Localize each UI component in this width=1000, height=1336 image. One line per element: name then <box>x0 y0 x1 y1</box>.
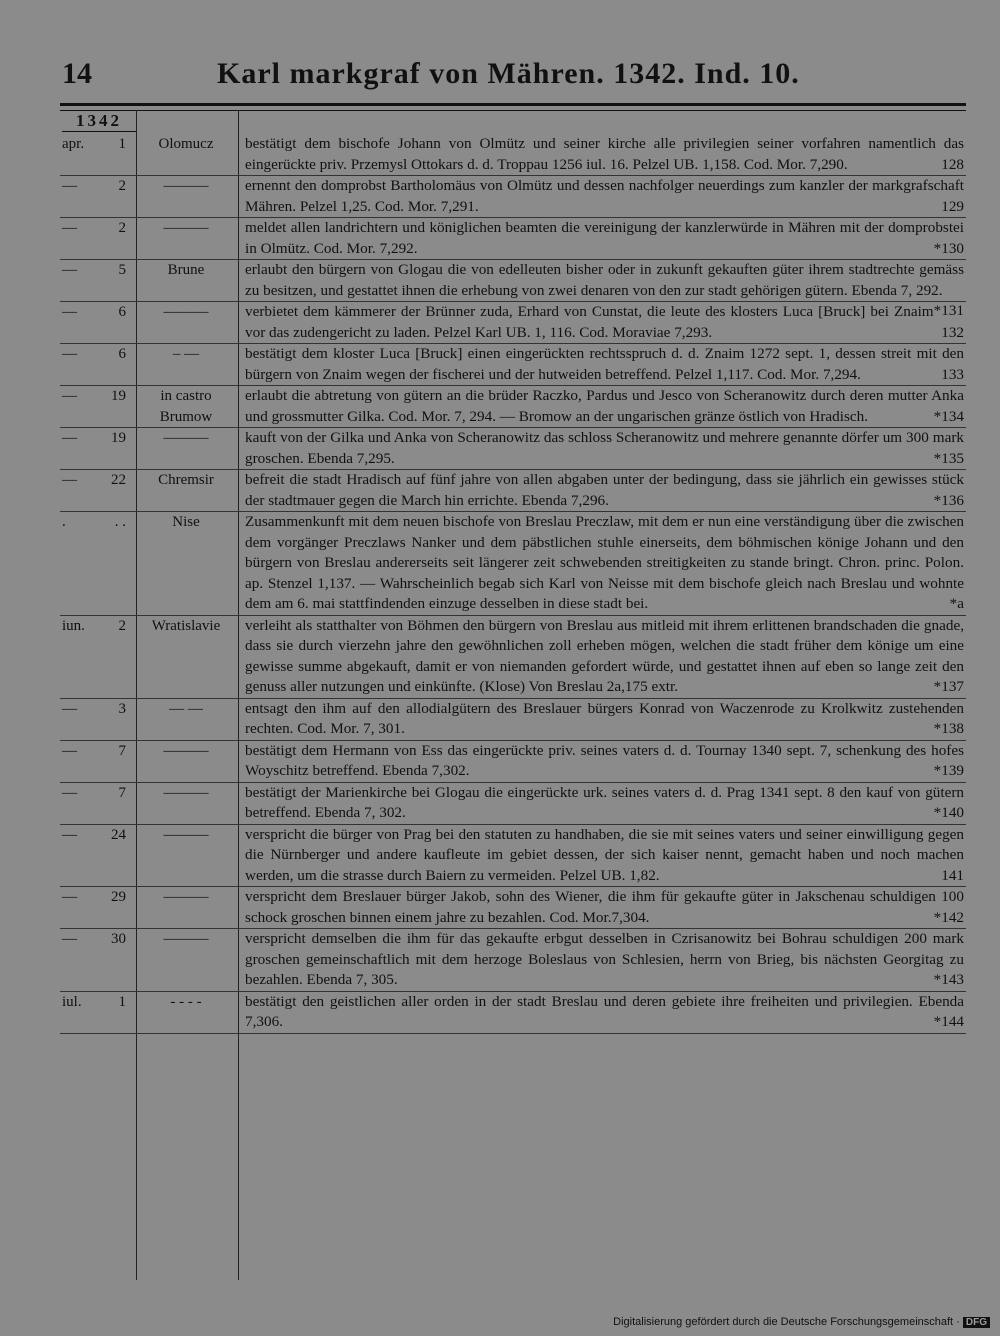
entry-month: — <box>62 304 77 320</box>
entry-date <box>60 218 126 239</box>
entry-number: 129 <box>941 197 964 215</box>
regest-entry <box>60 386 966 428</box>
entry-place: Olomucz <box>158 136 214 152</box>
entry-body: befreit die stadt Hradisch auf fünf jahre von allen abgaben unter der bedingung, dass sie jährlich ein gewisses stück der stadtmauer gegen die March hin errichte. Ebenda 7,296. <box>245 471 964 509</box>
regest-entry <box>60 344 966 386</box>
entry-place: ——— <box>163 220 209 236</box>
entry-body: Zusammenkunft mit dem neuen bischofe von Breslau Preczlaw, mit dem er nun eine verständigung über die zwischen dem vorgänger Preczlaws Nanker und dem päbstlichen stuhle einerseits, dem böhmischen könige Johann und den bürgern von Breslau andererseits seit längerer zeit schwebenden streitigkeiten zu stande bringt. Chron. princ. Polon. ap. Stenzel 1,137. — Wahrscheinlich begab sich Karl von Neisse mit dem bischofe gleich nach Breslau und wohnte dem am 6. mai stattfindenden einzuge desselben in diese stadt bei. <box>245 513 964 612</box>
entry-place: ——— <box>163 430 209 446</box>
entry-body: bestätigt der Marienkirche bei Glogau die eingerückte urk. seines vaters d. d. Prag 1341 sept. 8 den kauf von gütern betreffend. Ebenda 7, 302. <box>245 783 964 821</box>
entry-date <box>60 929 126 950</box>
entry-day: 3 <box>118 700 126 717</box>
entry-text <box>245 134 966 175</box>
entry-day: 2 <box>118 617 126 634</box>
entry-number: *134 <box>933 407 964 425</box>
entry-text <box>245 344 966 385</box>
regest-entry <box>60 699 966 741</box>
entry-body: kauft von der Gilka und Anka von Scheranowitz das schloss Scheranowitz und mehrere genannte dörfer um 300 mark groschen. Ebenda 7,295. <box>245 429 964 467</box>
entry-day: 1 <box>118 993 126 1010</box>
entry-date <box>60 699 126 720</box>
entry-day: 5 <box>118 262 126 278</box>
entry-text <box>245 218 966 259</box>
regest-entry <box>60 512 966 616</box>
footer-text: Digitalisierung gefördert durch die Deutsche Forschungsgemeinschaft <box>613 1316 954 1328</box>
entry-date <box>60 344 126 365</box>
entry-month: iun. <box>62 617 85 634</box>
entry-date <box>60 616 126 637</box>
entry-date <box>60 470 126 491</box>
page-title: Karl markgraf von Mähren. 1342. Ind. 10. <box>217 57 800 90</box>
entry-number: *142 <box>933 908 964 926</box>
entry-text <box>245 887 966 928</box>
entry-date <box>60 176 126 197</box>
entry-body: bestätigt dem bischofe Johann von Olmütz und seiner kirche alle privilegien seiner vorfahren namentlich das eingerückte priv. Przemysl Ottokars d. d. Troppau 1256 iul. 16. Pelzel UB. 1,158. Cod. Mor. 7,290. <box>245 135 964 173</box>
entry-number: *140 <box>933 804 964 821</box>
entry-number: *136 <box>933 491 964 509</box>
entry-day: 22 <box>111 472 126 488</box>
entry-text <box>245 699 966 740</box>
entry-month: — <box>62 262 77 278</box>
entry-place: – — <box>172 346 200 362</box>
entry-place: ——— <box>163 889 209 905</box>
entry-body: verleiht als statthalter von Böhmen den bürgern von Breslau aus mitleid mit ihrem erlittenen brandschaden die gnade, dass sie durch vierzehn jahre den gewöhnlichen zoll erheben mögen, welchen die stadt früher dem könige um eine gewisse summe abgekauft, damit er von niemanden gefordert würde, und gestattet ihnen auf eben so lange zeit den genuss aller nutzungen und einkünfte. (Klose) Von Breslau 2a,175 extr. <box>245 616 964 695</box>
year-heading: 1342 <box>62 111 136 132</box>
regest-entry <box>60 428 966 470</box>
regest-entry <box>60 783 966 825</box>
regest-entry <box>60 218 966 260</box>
entry-date <box>60 428 126 449</box>
dfg-logo: DFG <box>963 1317 990 1328</box>
entry-date <box>60 302 126 323</box>
entry-body: bestätigt den geistlichen aller orden in der stadt Breslau und deren gebiete ihre freiheiten und privilegien. Ebenda 7,306. <box>245 992 964 1030</box>
entry-place: Brune <box>167 262 205 278</box>
entry-body: verspricht demselben die ihm für das gekaufte erbgut desselben in Czrisanowitz bei Bohrau schuldigen 200 mark groschen gemeinschaftlich mit dem herzoge Boleslaus von Schlesien, herrn von Brieg, bis nächsten Georgitag zu bezahlen. Ebenda 7, 305. <box>245 930 964 988</box>
entry-body: verspricht die bürger von Prag bei den statuten zu handhaben, die sie mit seines vaters und seiner einwilligung gegen die Nürnberger und andere kaufleute im gebiet dessen, der sich kaiser nennt, gemacht haben und noch machen werden, um die strasse durch Baiern zu vermeiden. Pelzel UB. 1,82. <box>245 825 964 884</box>
regest-entry <box>60 176 966 218</box>
entry-text <box>245 260 966 319</box>
entry-day: 7 <box>118 742 126 759</box>
entry-day: . . <box>114 514 126 530</box>
entry-date <box>60 741 126 762</box>
entry-place: ——— <box>163 178 209 194</box>
entry-day: 19 <box>111 430 126 446</box>
regest-entry <box>60 616 966 699</box>
entry-body: erlaubt die abtretung von gütern an die brüder Raczko, Pardus und Jesco von Scheranowitz durch deren mutter Anka und grossmutter Gilka. Cod. Mor. 7, 294. — Bromow an der ungarischen gränze östlich von Hradisch. <box>245 387 964 425</box>
entry-number: *a <box>949 595 964 612</box>
entry-number: 133 <box>941 365 964 383</box>
entry-place: — — <box>169 700 203 717</box>
regest-entry <box>60 260 966 319</box>
entry-date <box>60 887 126 908</box>
regest-entry <box>60 887 966 929</box>
entry-day: 7 <box>118 784 126 801</box>
entry-place: ——— <box>163 784 209 801</box>
entry-day: 19 <box>111 388 126 404</box>
entry-number: *143 <box>933 971 964 988</box>
entry-date <box>60 134 126 155</box>
entry-number: 141 <box>941 866 964 884</box>
entry-month: — <box>62 388 77 404</box>
entry-body: bestätigt dem kloster Luca [Bruck] einen eingerückten rechtsspruch d. d. Znaim 1272 sept. 1, dessen streit mit den bürgern von Znaim wegen der fischerei und der hutweiden betreffend. Pelzel 1,117. Cod. Mor. 7,294. <box>245 345 964 383</box>
entry-text <box>245 302 966 343</box>
footer: Digitalisierung gefördert durch die Deutsche Forschungsgemeinschaft · DFG <box>613 1316 990 1328</box>
entry-date <box>60 512 126 533</box>
entry-place: ——— <box>163 304 209 320</box>
entry-month: — <box>62 889 77 905</box>
entry-body: ernennt den domprobst Bartholomäus von Olmütz und dessen nachfolger neuerdings zum kanzler der markgrafschaft Mähren. Pelzel 1,25. Cod. Mor. 7,291. <box>245 177 964 215</box>
entry-body: erlaubt den bürgern von Glogau die von edelleuten bisher oder in zukunft gekauften güter ihrem stadtrechte gemäss zu besitzen, und gestattet ihnen die erhebung von zwei denaren von den zur stadt gehörigen gütern. Ebenda 7, 292. <box>245 261 964 299</box>
entry-day: 1 <box>118 136 126 152</box>
regest-entry <box>60 929 966 992</box>
entry-month: — <box>62 220 77 236</box>
regesta-list <box>60 134 966 1034</box>
entry-text <box>245 616 966 698</box>
entry-number: *139 <box>933 762 964 779</box>
entry-month: — <box>62 742 77 759</box>
entry-text <box>245 512 966 615</box>
entry-body: bestätigt dem Hermann von Ess das eingerückte priv. seines vaters d. d. Tournay 1340 sept. 7, schenkung des hofes Woyschitz betreffend. Ebenda 7,302. <box>245 741 964 779</box>
entry-place: Nise <box>172 514 200 530</box>
regest-entry <box>60 302 966 344</box>
header-rule <box>60 103 966 106</box>
entry-month: iul. <box>62 993 82 1010</box>
entry-number: *138 <box>933 720 964 737</box>
entry-text <box>245 929 966 991</box>
entry-body: verspricht dem Breslauer bürger Jakob, sohn des Wiener, die ihm für gekaufte güter in Jakschenau schuldigen 100 schock groschen binnen einem jahre zu bezahlen. Cod. Mor.7,304. <box>245 888 964 926</box>
entry-place: ——— <box>163 826 209 843</box>
entry-text <box>245 992 966 1033</box>
entry-month: — <box>62 931 77 947</box>
entry-text <box>245 470 966 511</box>
entry-place: in castro Brumow <box>159 388 213 425</box>
entry-date <box>60 260 126 281</box>
entry-number: *131 <box>933 302 964 319</box>
entry-text <box>245 386 966 427</box>
regest-entry <box>60 992 966 1034</box>
regest-entry <box>60 470 966 512</box>
entry-text <box>245 428 966 469</box>
entry-place: Chremsir <box>158 472 214 488</box>
entry-number: 128 <box>941 155 964 173</box>
entry-date <box>60 825 126 846</box>
entry-body: meldet allen landrichtern und königlichen beamten die vereinigung der kanzlerwürde in Mähren mit der domprobstei in Olmütz. Cod. Mor. 7,292. <box>245 219 964 257</box>
entry-number: *135 <box>933 449 964 467</box>
entry-month: — <box>62 346 77 362</box>
entry-day: 6 <box>118 304 126 320</box>
entry-place: Wratislavie <box>151 617 221 634</box>
entry-date <box>60 992 126 1013</box>
entry-date <box>60 386 126 407</box>
regest-entry <box>60 134 966 176</box>
entry-number: *130 <box>933 239 964 257</box>
page-number: 14 <box>62 57 92 90</box>
entry-day: 24 <box>111 826 126 843</box>
entry-month: apr. <box>62 136 85 152</box>
entry-number: *137 <box>933 678 964 695</box>
header-rule-thin <box>60 110 966 111</box>
entry-place: ——— <box>163 931 209 947</box>
entry-day: 29 <box>111 889 126 905</box>
regest-entry <box>60 741 966 783</box>
regest-entry <box>60 825 966 888</box>
entry-body: verbietet dem kämmerer der Brünner zuda, Erhard von Cunstat, die leute des klosters Luca [Bruck] bei Znaim vor das zudengericht zu laden. Pelzel Karl UB. 1, 116. Cod. Moraviae 7,293. <box>245 303 934 341</box>
entry-text <box>245 741 966 782</box>
entry-month: — <box>62 826 77 843</box>
entry-body: entsagt den ihm auf den allodialgütern des Breslauer bürgers Konrad von Waczenrode zu Krolkwitz zustehenden rechten. Cod. Mor. 7, 301. <box>245 699 964 737</box>
entry-month: . <box>62 514 66 530</box>
entry-day: 2 <box>118 178 126 194</box>
entry-day: 6 <box>118 346 126 362</box>
entry-number: 132 <box>941 323 964 341</box>
entry-number: *144 <box>933 1013 964 1030</box>
entry-date <box>60 783 126 804</box>
entry-day: 30 <box>111 931 126 947</box>
entry-text <box>245 176 966 217</box>
entry-day: 2 <box>118 220 126 236</box>
entry-month: — <box>62 700 77 717</box>
entry-place: ——— <box>163 742 209 759</box>
entry-place: - - - - <box>170 993 202 1010</box>
entry-text <box>245 825 966 887</box>
entry-month: — <box>62 430 77 446</box>
entry-month: — <box>62 178 77 194</box>
entry-month: — <box>62 784 77 801</box>
entry-text <box>245 783 966 824</box>
entry-month: — <box>62 472 77 488</box>
